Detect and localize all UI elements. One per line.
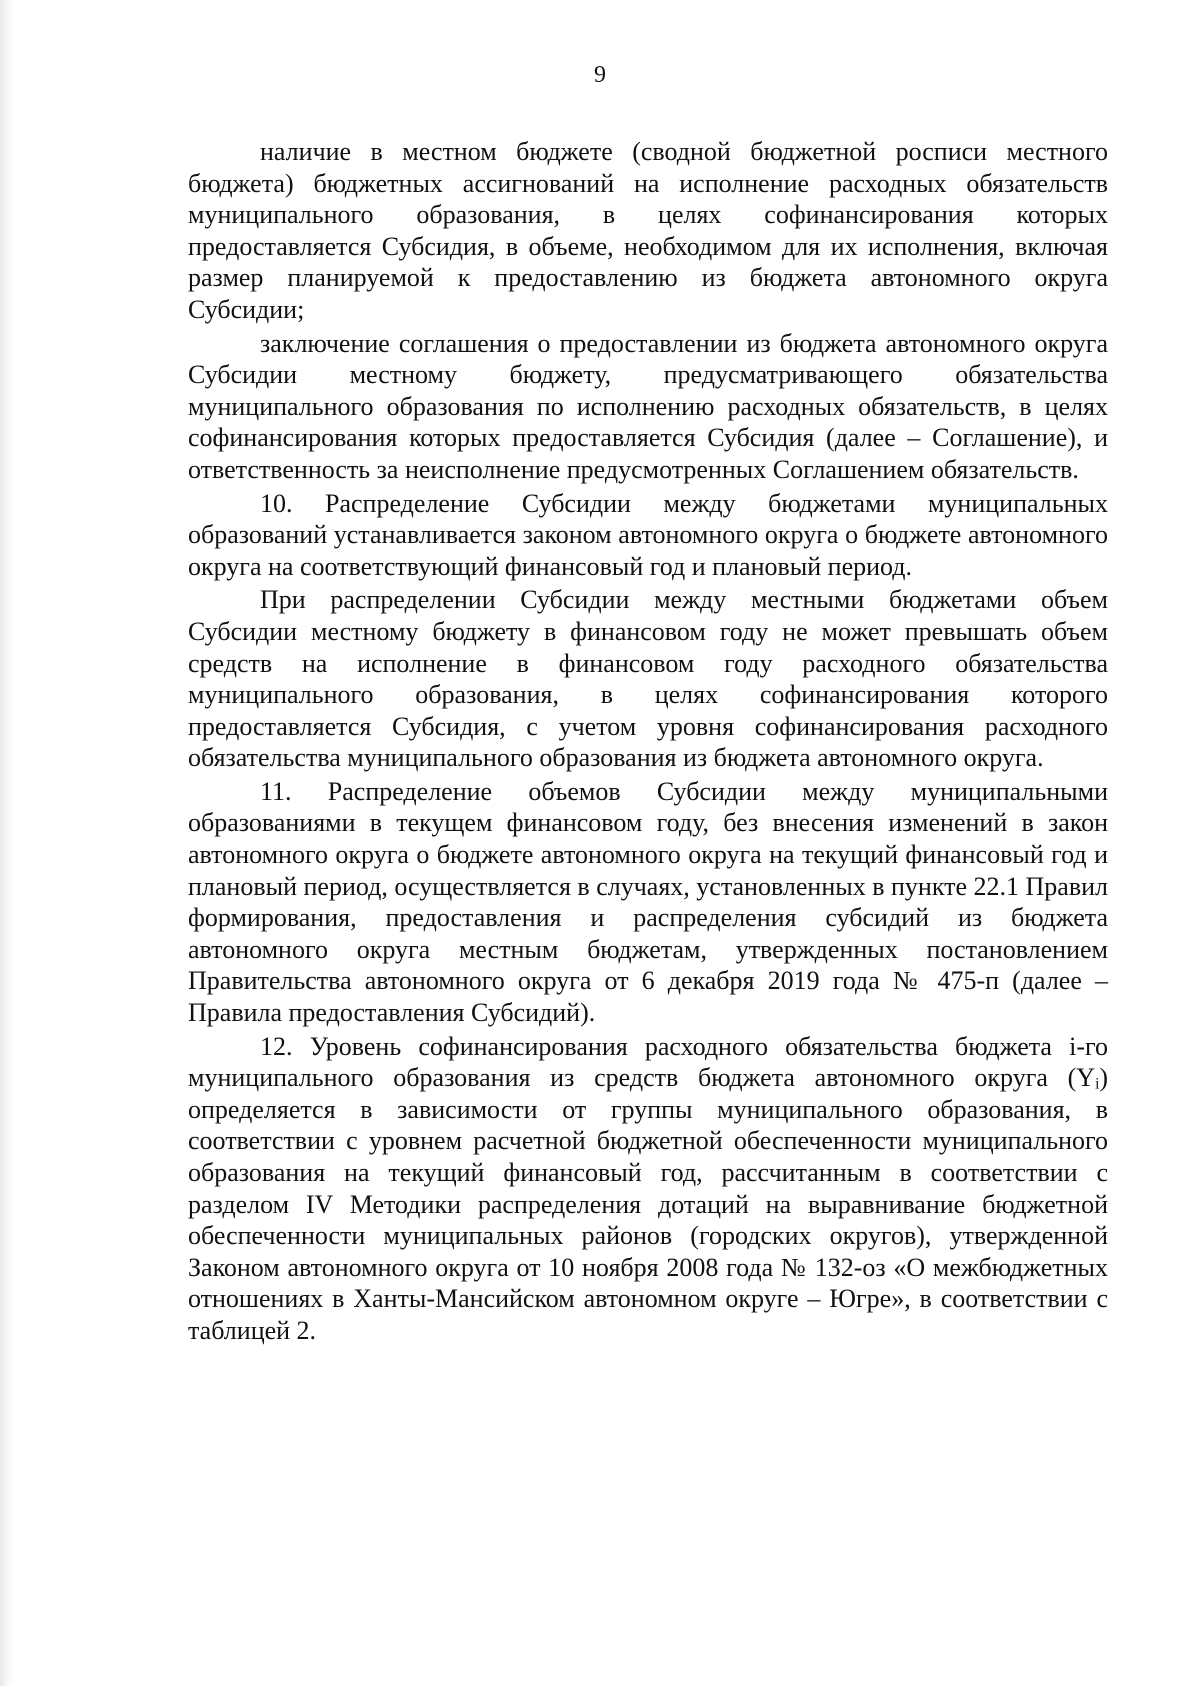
paragraph-item-10: 10. Распределение Субсидии между бюджетами муниципальных образований устанавливается законом автономного округа о бюджете автономного округа на соответствующий финансовый год и плановый период. xyxy=(188,488,1108,581)
paragraph-item-11: 11. Распределение объемов Субсидии между муниципальными образованиями в текущем финансовом году, без внесения изменений в закон автономного округа о бюджете автономного округа на текущий финансовый год и плановый период, осуществляется в случаях, установленных в пункте 22.1 Правил формирования, предоставления и распределения субсидий из бюджета автономного округа местным бюджетам, утвержденных постановлением Правительства автономного округа от 6 декабря 2019 года № 475-п (далее – Правила предоставления Субсидий). xyxy=(188,776,1108,1028)
document-body xyxy=(188,136,1108,1349)
paragraph-distribution-limit: При распределении Субсидии между местными бюджетами объем Субсидии местному бюджету в финансовом году не может превышать объем средств на исполнение в финансовом году расходного обязательства муниципального образования, в целях софинансирования которого предоставляется Субсидия, с учетом уровня софинансирования расходного обязательства муниципального образования из бюджета автономного округа. xyxy=(188,585,1108,773)
paragraph-budget-allocations: наличие в местном бюджете (сводной бюджетной росписи местного бюджета) бюджетных ассигнований на исполнение расходных обязательств муниципального образования, в целях софинансирования которых предоставляется Субсидия, в объеме, необходимом для их исполнения, включая размер планируемой к предоставлению из бюджета автономного округа Субсидии; xyxy=(188,137,1108,324)
scan-edge-shadow xyxy=(0,0,14,1686)
paragraph-item-12: 12. Уровень софинансирования расходного обязательства бюджета i-го муниципального образования из средств бюджета автономного округа (Yᵢ) определяется в зависимости от группы муниципального образования, в соответствии с уровнем расчетной бюджетной обеспеченности муниципального образования на текущий финансовый год, рассчитанным в соответствии с разделом IV Методики распределения дотаций на выравнивание бюджетной обеспеченности муниципальных районов (городских округов), утвержденной Законом автономного округа от 10 ноября 2008 года № 132-оз «О межбюджетных отношениях в Ханты-Мансийском автономном округе – Югре», в соответствии с таблицей 2. xyxy=(188,1031,1108,1345)
paragraph-agreement: заключение соглашения о предоставлении из бюджета автономного округа Субсидии местному бюджету, предусматривающего обязательства муниципального образования по исполнению расходных обязательств, в целях софинансирования которых предоставляется Субсидия (далее – Соглашение), и ответственность за неисполнение предусмотренных Соглашением обязательств. xyxy=(188,328,1108,484)
page-number: 9 xyxy=(594,62,606,88)
